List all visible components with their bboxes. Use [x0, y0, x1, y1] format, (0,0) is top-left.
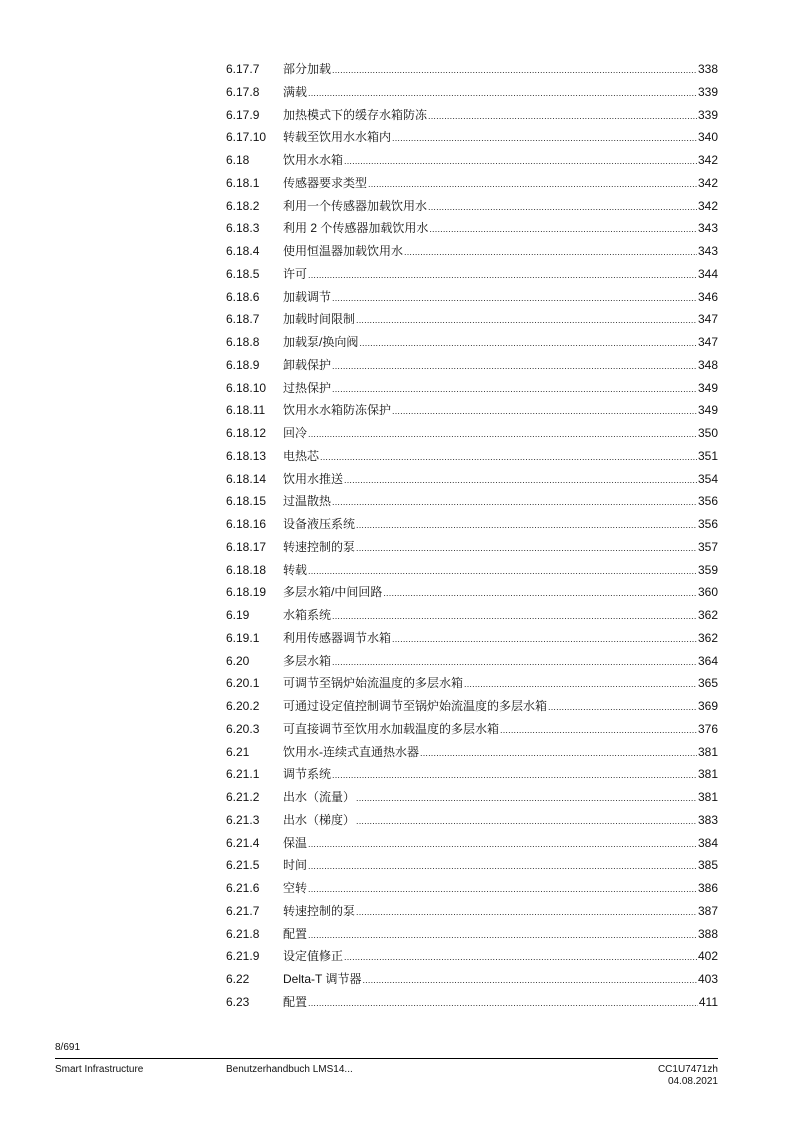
toc-entry[interactable]	[226, 559, 718, 582]
toc-entry[interactable]	[226, 604, 718, 627]
toc-page-number: 349	[697, 403, 718, 418]
toc-page-number: 376	[697, 721, 718, 736]
toc-section-title: 利用传感器调节水箱	[283, 630, 392, 645]
toc-section-number: 6.18.7	[226, 312, 260, 327]
toc-section-number: 6.18.4	[226, 244, 260, 258]
toc-leader-dots	[428, 105, 697, 128]
toc-page-number: 351	[697, 448, 718, 463]
footer-doc-id: CC1U7471zh	[657, 1064, 718, 1075]
toc-section-title: 饮用水水箱防冻保护	[283, 403, 392, 418]
toc-section-number: 6.21.3	[226, 812, 260, 827]
toc-section-title: 设定值修正	[283, 949, 344, 964]
toc-page-number: 381	[697, 767, 718, 782]
toc-section-number: 6.18.19	[226, 585, 267, 600]
toc-section-number: 6.21.6	[226, 881, 260, 895]
toc-entry[interactable]	[226, 832, 718, 855]
toc-section-title: 转载至饮用水水箱内	[283, 130, 392, 145]
toc-leader-dots	[404, 241, 697, 264]
toc-entry[interactable]	[226, 536, 718, 559]
toc-section-title: 转速控制的泵	[283, 903, 356, 918]
toc-entry[interactable]	[226, 445, 718, 468]
toc-entry[interactable]	[226, 695, 718, 718]
toc-section-title: 许可	[283, 266, 308, 281]
toc-section-title: 加载时间限制	[283, 312, 356, 327]
toc-entry[interactable]	[226, 854, 718, 877]
toc-entry[interactable]	[226, 490, 718, 513]
toc-page-number: 369	[697, 699, 718, 713]
toc-page-number: 386	[697, 881, 718, 895]
toc-leader-dots	[332, 491, 697, 514]
toc-section-number: 6.21.4	[226, 835, 260, 850]
toc-entry[interactable]	[226, 581, 718, 604]
toc-leader-dots	[308, 878, 697, 901]
toc-leader-dots	[500, 719, 697, 742]
toc-section-number: 6.18.18	[226, 562, 267, 577]
toc-entry[interactable]	[226, 627, 718, 650]
toc-page-number: 385	[697, 858, 718, 873]
toc-section-number: 6.21	[226, 744, 250, 759]
toc-section-number: 6.18.10	[226, 380, 267, 395]
toc-entry[interactable]	[226, 354, 718, 377]
toc-page-number: 383	[697, 812, 718, 827]
toc-section-title: 电热芯	[283, 448, 320, 463]
toc-leader-dots	[392, 628, 697, 651]
toc-page-number: 348	[697, 357, 718, 372]
toc-entry[interactable]	[226, 263, 718, 286]
toc-section-number: 6.20	[226, 653, 250, 668]
toc-section-title: 加载调节	[283, 289, 332, 304]
toc-leader-dots	[362, 969, 697, 992]
toc-section-title: 时间	[283, 858, 308, 873]
toc-page-number: 403	[697, 972, 718, 986]
toc-leader-dots	[308, 855, 697, 878]
toc-section-number: 6.21.2	[226, 790, 260, 804]
toc-page-number: 347	[697, 312, 718, 327]
toc-leader-dots	[356, 901, 697, 924]
toc-page-number: 362	[697, 630, 718, 645]
toc-section-title: 可直接调节至饮用水加载温度的多层水箱	[283, 721, 500, 736]
toc-leader-dots	[356, 787, 697, 810]
toc-section-number: 6.18.9	[226, 357, 260, 372]
toc-leader-dots	[344, 150, 697, 173]
toc-section-title: 多层水箱	[283, 653, 332, 668]
toc-section-number: 6.20.3	[226, 721, 260, 736]
toc-leader-dots	[308, 560, 697, 583]
toc-leader-dots	[356, 810, 697, 833]
toc-entry[interactable]	[226, 399, 718, 422]
toc-leader-dots	[429, 218, 697, 241]
toc-section-title: 满载	[283, 84, 308, 99]
toc-entry[interactable]	[226, 286, 718, 309]
toc-section-title: 过热保护	[283, 380, 332, 395]
toc-section-number: 6.19.1	[226, 630, 260, 645]
toc-leader-dots	[356, 537, 697, 560]
toc-section-title: 出水（梯度）	[283, 812, 356, 827]
toc-section-number: 6.17.8	[226, 84, 260, 99]
toc-page-number: 381	[697, 744, 718, 759]
toc-page-number: 388	[697, 926, 718, 941]
toc-leader-dots	[344, 946, 697, 969]
toc-page-number: 362	[697, 608, 718, 622]
toc-entry[interactable]	[226, 126, 718, 149]
toc-entry[interactable]	[226, 308, 718, 331]
toc-page-number: 381	[697, 790, 718, 804]
toc-leader-dots	[320, 446, 697, 469]
toc-section-title: 配置	[283, 926, 308, 941]
toc-section-title: 卸载保护	[283, 357, 332, 372]
toc-section-title: Delta-T 调节器	[283, 972, 362, 986]
footer-divider	[55, 1058, 718, 1059]
toc-leader-dots	[332, 287, 697, 310]
toc-page-number: 360	[697, 585, 718, 600]
toc-section-number: 6.18.15	[226, 494, 267, 509]
toc-section-title: 饮用水水箱	[283, 153, 344, 167]
toc-leader-dots	[464, 673, 697, 696]
toc-section-title: 部分加载	[283, 62, 332, 76]
toc-page-number: 359	[697, 562, 718, 577]
toc-section-number: 6.21.5	[226, 858, 260, 873]
toc-section-title: 水箱系统	[283, 608, 332, 622]
toc-section-title: 保温	[283, 835, 308, 850]
footer-company: Smart Infrastructure	[55, 1064, 144, 1075]
toc-leader-dots	[548, 696, 697, 719]
toc-section-number: 6.18.13	[226, 448, 267, 463]
toc-section-number: 6.17.9	[226, 107, 260, 122]
toc-page-number: 384	[697, 835, 718, 850]
toc-page-number: 365	[697, 676, 718, 691]
toc-page-number: 350	[697, 426, 718, 440]
toc-section-title: 加载泵/换向阀	[283, 335, 359, 349]
toc-leader-dots	[308, 992, 698, 1015]
toc-section-number: 6.21.1	[226, 767, 260, 782]
toc-leader-dots	[356, 309, 697, 332]
toc-entry[interactable]	[226, 991, 718, 1014]
toc-section-number: 6.21.8	[226, 926, 260, 941]
toc-page-number: 357	[697, 539, 718, 554]
toc-section-number: 6.17.10	[226, 130, 267, 145]
toc-page-number: 344	[697, 266, 718, 281]
toc-leader-dots	[359, 332, 697, 355]
toc-section-number: 6.22	[226, 972, 250, 986]
toc-entry[interactable]	[226, 195, 718, 218]
toc-section-number: 6.18.11	[226, 403, 266, 418]
toc-page-number: 338	[697, 62, 718, 76]
toc-page-number: 342	[697, 175, 718, 190]
toc-section-number: 6.17.7	[226, 62, 260, 76]
toc-section-title: 使用恒温器加载饮用水	[283, 244, 404, 258]
toc-section-number: 6.18.12	[226, 426, 267, 440]
toc-leader-dots	[332, 59, 697, 82]
toc-entry[interactable]	[226, 468, 718, 491]
toc-entry[interactable]	[226, 877, 718, 900]
toc-section-title: 设备液压系统	[283, 517, 356, 531]
toc-section-number: 6.20.1	[226, 676, 260, 691]
toc-leader-dots	[383, 582, 697, 605]
toc-entry[interactable]	[226, 900, 718, 923]
toc-section-number: 6.21.7	[226, 903, 260, 918]
toc-page-number: 387	[697, 903, 718, 918]
toc-entry[interactable]	[226, 149, 718, 172]
toc-section-title: 利用一个传感器加载饮用水	[283, 198, 428, 213]
toc-section-number: 6.19	[226, 608, 250, 622]
toc-page-number: 342	[697, 198, 718, 213]
toc-section-title: 可通过设定值控制调节至锅炉始流温度的多层水箱	[283, 699, 548, 713]
toc-section-number: 6.18.17	[226, 539, 267, 554]
toc-leader-dots	[308, 423, 697, 446]
toc-section-number: 6.18.16	[226, 517, 267, 531]
toc-leader-dots	[420, 742, 697, 765]
toc-leader-dots	[308, 82, 697, 105]
toc-leader-dots	[392, 400, 697, 423]
toc-entry[interactable]	[226, 809, 718, 832]
toc-section-title: 加热模式下的缓存水箱防冻	[283, 107, 428, 122]
toc-section-number: 6.18.8	[226, 335, 260, 349]
toc-entry[interactable]	[226, 422, 718, 445]
footer-doc-info	[658, 1064, 718, 1088]
toc-page-number: 354	[697, 471, 718, 486]
toc-entry[interactable]	[226, 786, 718, 809]
footer-date: 04.08.2021	[667, 1076, 718, 1087]
toc-page-number: 346	[697, 289, 718, 304]
toc-leader-dots	[308, 264, 697, 287]
toc-section-title: 多层水箱/中间回路	[283, 585, 383, 600]
toc-page-number: 343	[697, 244, 718, 258]
toc-entry[interactable]	[226, 172, 718, 195]
toc-section-number: 6.21.9	[226, 949, 260, 964]
table-of-contents	[226, 58, 718, 1014]
toc-page-number: 364	[697, 653, 718, 668]
toc-entry[interactable]	[226, 923, 718, 946]
toc-section-number: 6.18.3	[226, 221, 260, 236]
page-count: 8/691	[55, 1042, 81, 1053]
toc-section-title: 可调节至锅炉始流温度的多层水箱	[283, 676, 464, 691]
footer-document-title: Benutzerhandbuch LMS14...	[226, 1064, 353, 1075]
toc-page-number: 347	[697, 335, 718, 349]
toc-entry[interactable]	[226, 741, 718, 764]
toc-entry[interactable]	[226, 217, 718, 240]
toc-leader-dots	[332, 764, 697, 787]
toc-section-title: 出水（流量）	[283, 790, 356, 804]
toc-section-title: 饮用水-连续式直通热水器	[283, 744, 419, 759]
toc-page-number: 356	[697, 494, 718, 509]
toc-entry[interactable]	[226, 650, 718, 673]
toc-section-number: 6.18	[226, 153, 250, 167]
toc-section-number: 6.18.2	[226, 198, 260, 213]
toc-entry[interactable]	[226, 968, 718, 991]
toc-leader-dots	[344, 469, 697, 492]
toc-entry[interactable]	[226, 331, 718, 354]
toc-page-number: 343	[697, 221, 718, 236]
toc-entry[interactable]	[226, 104, 718, 127]
toc-section-title: 过温散热	[283, 494, 332, 509]
toc-leader-dots	[332, 355, 697, 378]
toc-page-number: 349	[697, 380, 718, 395]
toc-section-number: 6.18.6	[226, 289, 260, 304]
toc-leader-dots	[308, 924, 697, 947]
toc-section-title: 转速控制的泵	[283, 539, 356, 554]
toc-section-title: 传感器要求类型	[283, 175, 368, 190]
toc-page-number: 339	[697, 107, 718, 122]
toc-page-number: 356	[697, 517, 718, 531]
toc-leader-dots	[368, 173, 697, 196]
toc-page-number: 339	[697, 84, 718, 99]
toc-section-title: 配置	[283, 994, 308, 1009]
toc-page-number: 342	[697, 153, 718, 167]
toc-entry[interactable]	[226, 58, 718, 81]
toc-section-title: 调节系统	[283, 767, 332, 782]
toc-page-number: 402	[697, 949, 718, 964]
toc-leader-dots	[332, 651, 697, 674]
toc-section-number: 6.18.1	[226, 175, 260, 190]
toc-leader-dots	[428, 196, 697, 219]
toc-page-number: 340	[697, 130, 718, 145]
toc-leader-dots	[308, 833, 697, 856]
toc-entry[interactable]	[226, 513, 718, 536]
toc-leader-dots	[356, 514, 697, 537]
toc-entry[interactable]	[226, 718, 718, 741]
toc-entry[interactable]	[226, 763, 718, 786]
toc-section-title: 饮用水推送	[283, 471, 344, 486]
toc-section-number: 6.18.5	[226, 266, 260, 281]
toc-section-number: 6.18.14	[226, 471, 267, 486]
toc-section-title: 回冷	[283, 426, 308, 440]
toc-entry[interactable]	[226, 945, 718, 968]
toc-leader-dots	[332, 605, 697, 628]
toc-leader-dots	[332, 378, 697, 401]
toc-section-title: 利用 2 个传感器加载饮用水	[283, 221, 429, 236]
toc-leader-dots	[392, 127, 697, 150]
toc-section-title: 空转	[283, 881, 308, 895]
toc-entry[interactable]	[226, 672, 718, 695]
toc-section-title: 转载	[283, 562, 308, 577]
toc-page-number: 411	[698, 994, 718, 1009]
toc-entry[interactable]	[226, 377, 718, 400]
toc-section-number: 6.20.2	[226, 699, 260, 713]
toc-entry[interactable]	[226, 81, 718, 104]
toc-entry[interactable]	[226, 240, 718, 263]
toc-section-number: 6.23	[226, 994, 250, 1009]
